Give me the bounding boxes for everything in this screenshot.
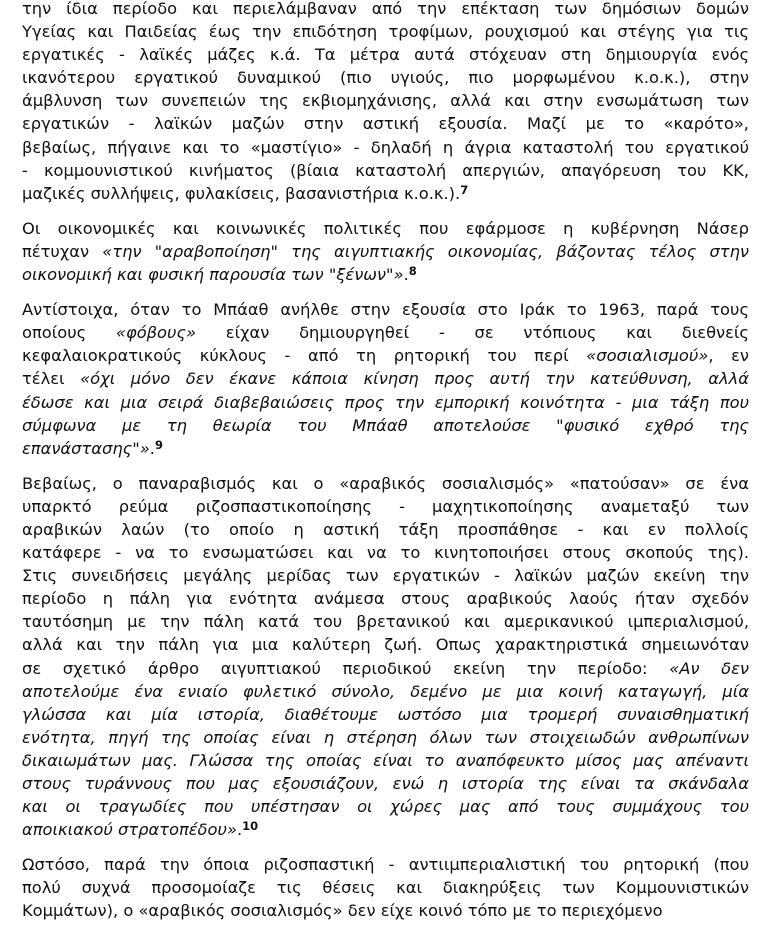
text-run: Οι οικονομικές και κοινωνικές πολιτικές που εφάρμοσε η κυβέρνηση Νάσερ bbox=[22, 218, 749, 238]
text-line bbox=[22, 89, 749, 112]
quoted-text: «φόβους» bbox=[115, 323, 197, 343]
text-run: εργατικών - λαϊκών μαζών στην αστική εξουσία. Μαζί με το «καρότο», bbox=[22, 114, 749, 134]
text-run: είχαν δημιουργηθεί - σε ντόπιους και διεθνείς bbox=[196, 323, 749, 343]
text-line bbox=[22, 321, 749, 344]
text-line bbox=[22, 367, 749, 390]
text-line bbox=[22, 66, 749, 89]
text-run: εργατικές - λαϊκές μάζες κ.ά. Τα μέτρα αυτά στόχευαν στη δημιουργία ενός bbox=[22, 45, 749, 65]
quoted-text: σύμφωνα με τη θεωρία του Μπάαθ αποτελούσε "φυσικό εχθρό της bbox=[22, 415, 749, 435]
footnote-ref: 10 bbox=[242, 819, 259, 834]
quoted-text: αποικιακού στρατοπέδου» bbox=[22, 820, 237, 840]
text-run: κεφαλαιοκρατικούς κύκλους - από τη ρητορική του περί bbox=[22, 346, 587, 366]
text-run: Βεβαίως, ο παναραβισμός και ο «αραβικός σοσιαλισμός» «πατούσαν» σε ένα bbox=[22, 473, 749, 493]
text-line bbox=[22, 726, 749, 749]
text-line bbox=[22, 610, 749, 633]
footnote-ref: 9 bbox=[154, 437, 163, 452]
text-run: τέλει bbox=[22, 369, 81, 389]
footnote-ref: 7 bbox=[460, 182, 469, 197]
text-run: πολύ συχνά προσομοίαζε τις θέσεις και διακηρύξεις των Κομμουνιστικών bbox=[22, 878, 749, 898]
text-run: μαζικές συλλήψεις, φυλακίσεις, βασανιστήρια κ.ο.κ.). bbox=[22, 183, 461, 203]
text-line bbox=[22, 541, 749, 564]
text-line bbox=[22, 217, 749, 240]
quoted-text: «Αν δεν bbox=[669, 658, 749, 678]
quoted-text: ενότητα, πηγή της οποίας είναι η στέρηση όλων των στοιχειωδών ανθρωπίνων bbox=[22, 727, 749, 747]
quoted-text: «την "αραβοποίηση" της αιγυπτιακής οικονομίας, βάζοντας τέλος στην bbox=[102, 241, 750, 261]
text-run: , εν bbox=[708, 346, 749, 366]
text-line bbox=[22, 414, 749, 437]
text-line bbox=[22, 495, 749, 518]
text-run: . bbox=[403, 265, 409, 285]
quoted-text: επανάστασης"» bbox=[22, 438, 150, 458]
text-run: οποίους bbox=[22, 323, 116, 343]
footnote-ref: 8 bbox=[408, 264, 417, 279]
paragraph bbox=[22, 298, 749, 460]
text-line bbox=[22, 633, 749, 656]
text-line bbox=[22, 136, 749, 159]
text-line bbox=[22, 240, 749, 263]
text-run: ταυτόσημη με την πάλη κατά του βρετανικού και αμερικανικού ιμπεριαλισμού, bbox=[22, 612, 749, 632]
text-line bbox=[22, 587, 749, 610]
text-line bbox=[22, 112, 749, 135]
quoted-text: «όχι μόνο δεν έκανε κάποια κίνηση προς αυτή την κατεύθυνση, αλλά bbox=[80, 369, 750, 389]
text-run: αραβικών λαών (το οποίο η αστική τάξη προσπάθησε - και εν πολλοίς bbox=[22, 519, 749, 539]
text-line bbox=[22, 182, 749, 205]
text-line bbox=[22, 298, 749, 321]
text-line bbox=[22, 899, 749, 922]
text-run: άμβλυνση των συνεπειών της εκβιομηχάνισης, αλλά και στην ενσωμάτωση των bbox=[22, 91, 749, 111]
text-run: περίοδο η πάλη για ενότητα ανάμεσα στους αραβικούς λαούς ήταν σχεδόν bbox=[22, 589, 749, 609]
text-run: . bbox=[236, 820, 243, 840]
quoted-text: οικονομική και φυσική παρουσία των "ξένων"» bbox=[22, 265, 404, 285]
text-line bbox=[22, 564, 749, 587]
text-run: - κομμουνιστικού κινήματος (βίαια καταστολή απεργιών, απαγόρευση του ΚΚ, bbox=[22, 160, 749, 180]
text-line bbox=[22, 159, 749, 182]
quoted-text: στους τυράννους που μας εξουσιάζουν, ενώ η ιστορία της είναι τα σκάνδαλα bbox=[22, 774, 749, 793]
paragraph bbox=[22, 853, 749, 922]
text-line bbox=[22, 472, 749, 495]
text-run: ικανότερου εργατικού δυναμικού (πιο υγιούς, πιο μορφωμένου κ.ο.κ.), στην bbox=[22, 68, 749, 88]
text-run: κατάφερε - να το ενσωματώσει και να το κινητοποιήσει στους σκοπούς της). bbox=[22, 543, 749, 563]
text-run: Υγείας και Παιδείας έως την επιδότηση τροφίμων, ρουχισμού και στέγης για τις bbox=[22, 22, 749, 42]
text-run: την ίδια περίοδο και περιελάμβαναν από την επέκταση των δημόσιων δομών bbox=[22, 0, 749, 18]
text-line bbox=[22, 749, 749, 772]
text-line bbox=[22, 437, 749, 460]
quoted-text: «σοσιαλισμού» bbox=[586, 346, 709, 366]
text-run: Κομμάτων), ο «αραβικός σοσιαλισμός» δεν είχε κοινό τόπο με το περιεχόμενο bbox=[22, 901, 663, 921]
text-line bbox=[22, 853, 749, 876]
quoted-text: γλώσσα και μία ιστορία, διαθέτουμε ωστόσο μια τρομερή συναισθηματική bbox=[22, 704, 749, 724]
paragraph bbox=[22, 472, 749, 842]
text-line bbox=[22, 344, 749, 367]
text-line bbox=[22, 657, 749, 680]
text-run: βεβαίως, πήγαινε και το «μαστίγιο» - δηλαδή η άγρια καταστολή του εργατικού bbox=[22, 137, 749, 157]
text-run: Στις συνειδήσεις μεγάλης μερίδας των εργατικών - λαϊκών μαζών εκείνη την bbox=[22, 566, 749, 586]
quoted-text: δικαιωμάτων μας. Γλώσσα της οποίας είναι το αναπόφευκτο μίσος μας απέναντι bbox=[22, 750, 749, 770]
text-line bbox=[22, 43, 749, 66]
text-line bbox=[22, 772, 749, 795]
paragraph bbox=[22, 0, 749, 205]
text-run: υπαρκτό ρεύμα ριζοσπαστικοποίησης - μαχητικοποίησης αναμεταξύ των bbox=[22, 496, 749, 516]
quoted-text: αποτελούμε ένα ενιαίο φυλετικό σύνολο, δεμένο με μια κοινή καταγωγή, μία bbox=[22, 681, 749, 701]
paragraph bbox=[22, 217, 749, 286]
text-line bbox=[22, 876, 749, 899]
text-run: πέτυχαν bbox=[22, 241, 103, 261]
text-run: αλλά και την πάλη για μια καλύτερη ζωή. Οπως χαρακτηριστικά σημειωνόταν bbox=[22, 635, 749, 655]
text-line bbox=[22, 263, 749, 286]
text-run: σε σχετικό άρθρο αιγυπτιακού περιοδικού εκείνη την περίοδο: bbox=[22, 658, 670, 678]
text-run: Αντίστοιχα, όταν το Μπάαθ ανήλθε στην εξουσία στο Ιράκ το 1963, παρά τους bbox=[22, 300, 749, 320]
text-run: Ωστόσο, παρά την όποια ριζοσπαστική - αντιιμπεριαλιστική του ρητορική (που bbox=[22, 855, 749, 875]
text-line bbox=[22, 703, 749, 726]
text-line bbox=[22, 0, 749, 20]
text-run: . bbox=[149, 438, 155, 458]
text-line bbox=[22, 795, 749, 818]
quoted-text: έδωσε και μια σειρά διαβεβαιώσεις προς την εμπορική κοινότητα - μια τάξη που bbox=[22, 392, 749, 412]
text-line bbox=[22, 680, 749, 703]
text-line bbox=[22, 391, 749, 414]
quoted-text: και οι τραγωδίες που υπέστησαν οι χώρες μας από τους συμμάχους του bbox=[22, 797, 749, 817]
text-line bbox=[22, 20, 749, 43]
article-text bbox=[22, 0, 749, 935]
text-line bbox=[22, 518, 749, 541]
text-line bbox=[22, 818, 749, 841]
